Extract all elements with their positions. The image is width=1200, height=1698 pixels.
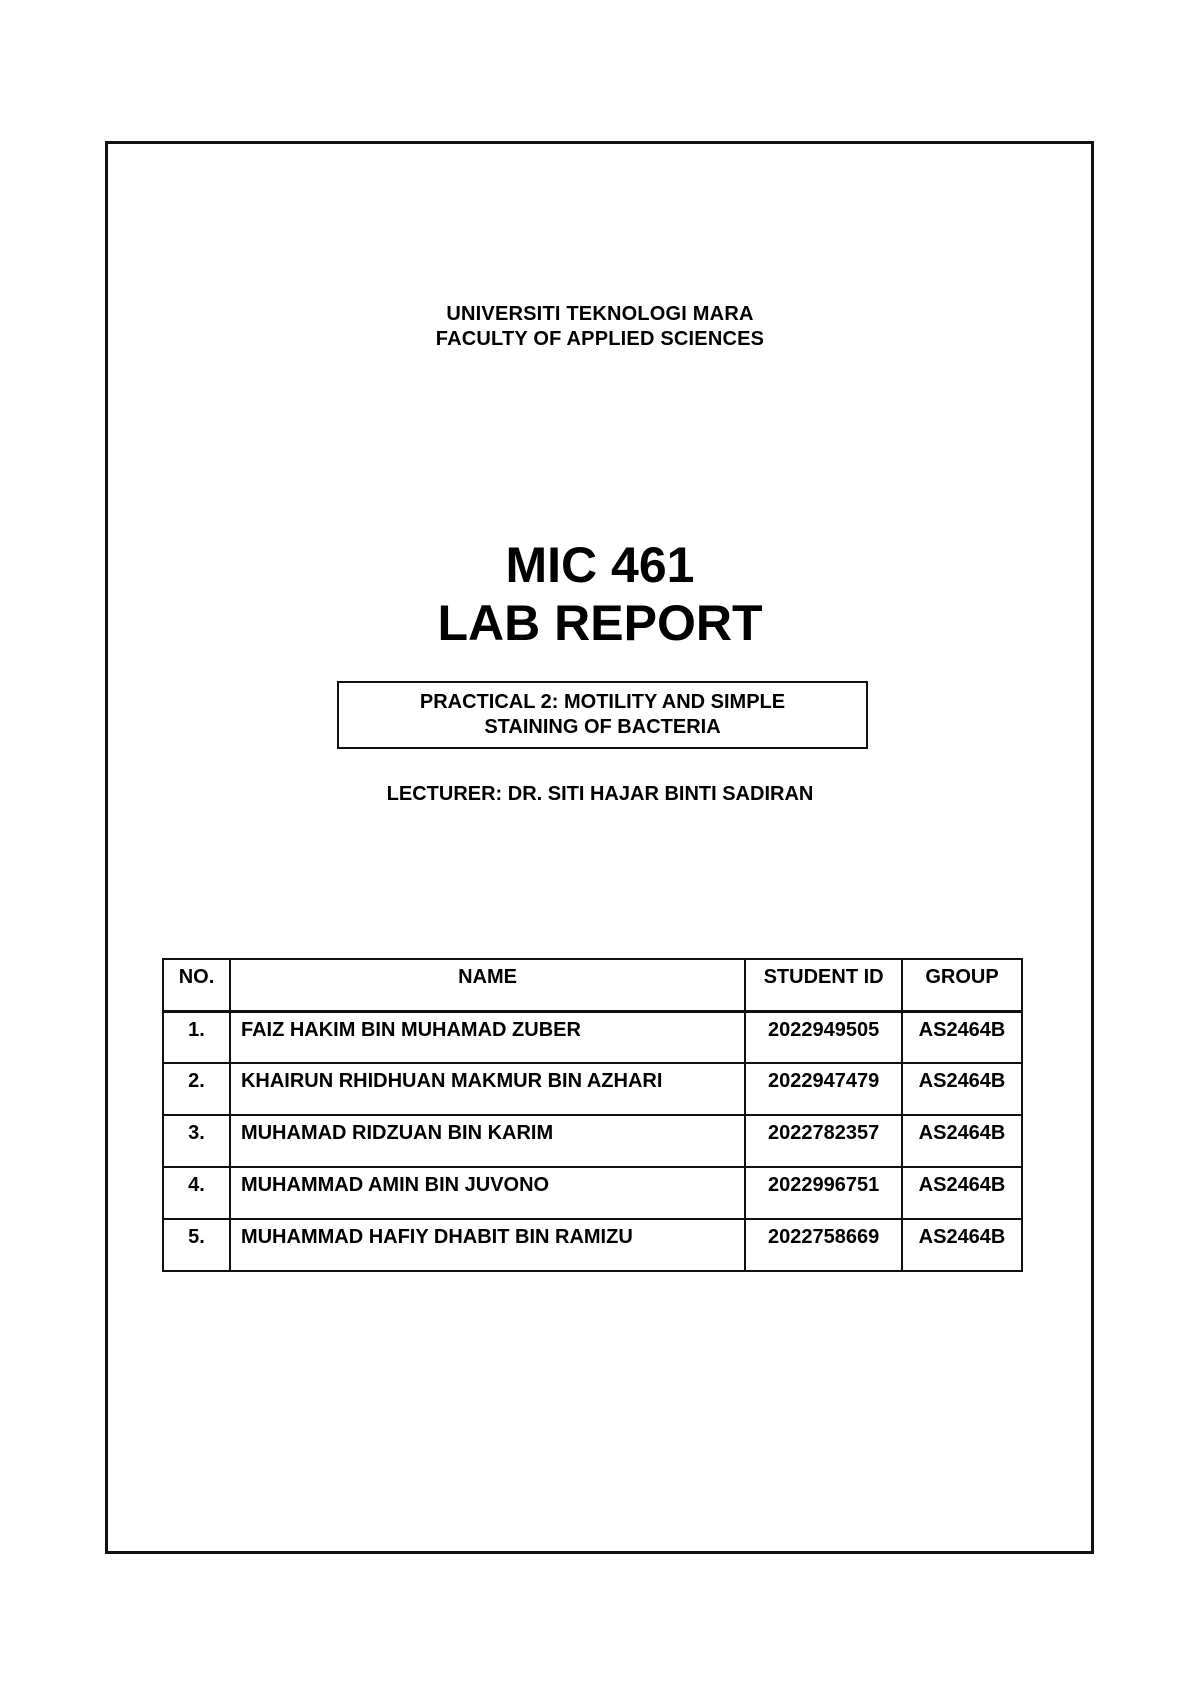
cell-group: AS2464B: [902, 1011, 1022, 1063]
cell-student-id: 2022949505: [745, 1011, 902, 1063]
header-no: NO.: [163, 959, 230, 1011]
cell-student-id: 2022782357: [745, 1115, 902, 1167]
cell-name: KHAIRUN RHIDHUAN MAKMUR BIN AZHARI: [230, 1063, 745, 1115]
table-row: [163, 1115, 1022, 1167]
header-name: NAME: [230, 959, 745, 1011]
practical-line-2: STAINING OF BACTERIA: [484, 716, 721, 738]
practical-line-1: PRACTICAL 2: MOTILITY AND SIMPLE: [419, 691, 786, 713]
report-title: [0, 536, 1200, 652]
cell-no: 5.: [163, 1219, 230, 1271]
cell-group: AS2464B: [902, 1219, 1022, 1271]
cell-no: 3.: [163, 1115, 230, 1167]
cell-student-id: 2022996751: [745, 1167, 902, 1219]
lecturer-name: LECTURER: DR. SITI HAJAR BINTI SADIRAN: [386, 783, 814, 805]
course-code: MIC 461: [505, 537, 695, 593]
practical-title-box: [337, 681, 868, 749]
cell-name: MUHAMMAD AMIN BIN JUVONO: [230, 1167, 745, 1219]
table-row: [163, 1219, 1022, 1271]
table-row: [163, 1011, 1022, 1063]
university-name: UNIVERSITI TEKNOLOGI MARA: [446, 303, 754, 325]
header-group: GROUP: [902, 959, 1022, 1011]
header-student-id: STUDENT ID: [745, 959, 902, 1011]
page-border-frame: [105, 141, 1094, 1554]
cell-no: 1.: [163, 1011, 230, 1063]
cell-group: AS2464B: [902, 1167, 1022, 1219]
table-row: [163, 1063, 1022, 1115]
cell-name: FAIZ HAKIM BIN MUHAMAD ZUBER: [230, 1011, 745, 1063]
cell-no: 4.: [163, 1167, 230, 1219]
cell-no: 2.: [163, 1063, 230, 1115]
cell-name: MUHAMAD RIDZUAN BIN KARIM: [230, 1115, 745, 1167]
cell-student-id: 2022758669: [745, 1219, 902, 1271]
table-row: [163, 1167, 1022, 1219]
institution-header: [0, 302, 1200, 352]
cell-name: MUHAMMAD HAFIY DHABIT BIN RAMIZU: [230, 1219, 745, 1271]
cell-group: AS2464B: [902, 1115, 1022, 1167]
cell-student-id: 2022947479: [745, 1063, 902, 1115]
table-header-row: [163, 959, 1022, 1011]
cell-group: AS2464B: [902, 1063, 1022, 1115]
report-type: LAB REPORT: [437, 595, 763, 651]
faculty-name: FACULTY OF APPLIED SCIENCES: [435, 328, 765, 350]
group-members-table: [162, 958, 1023, 1272]
